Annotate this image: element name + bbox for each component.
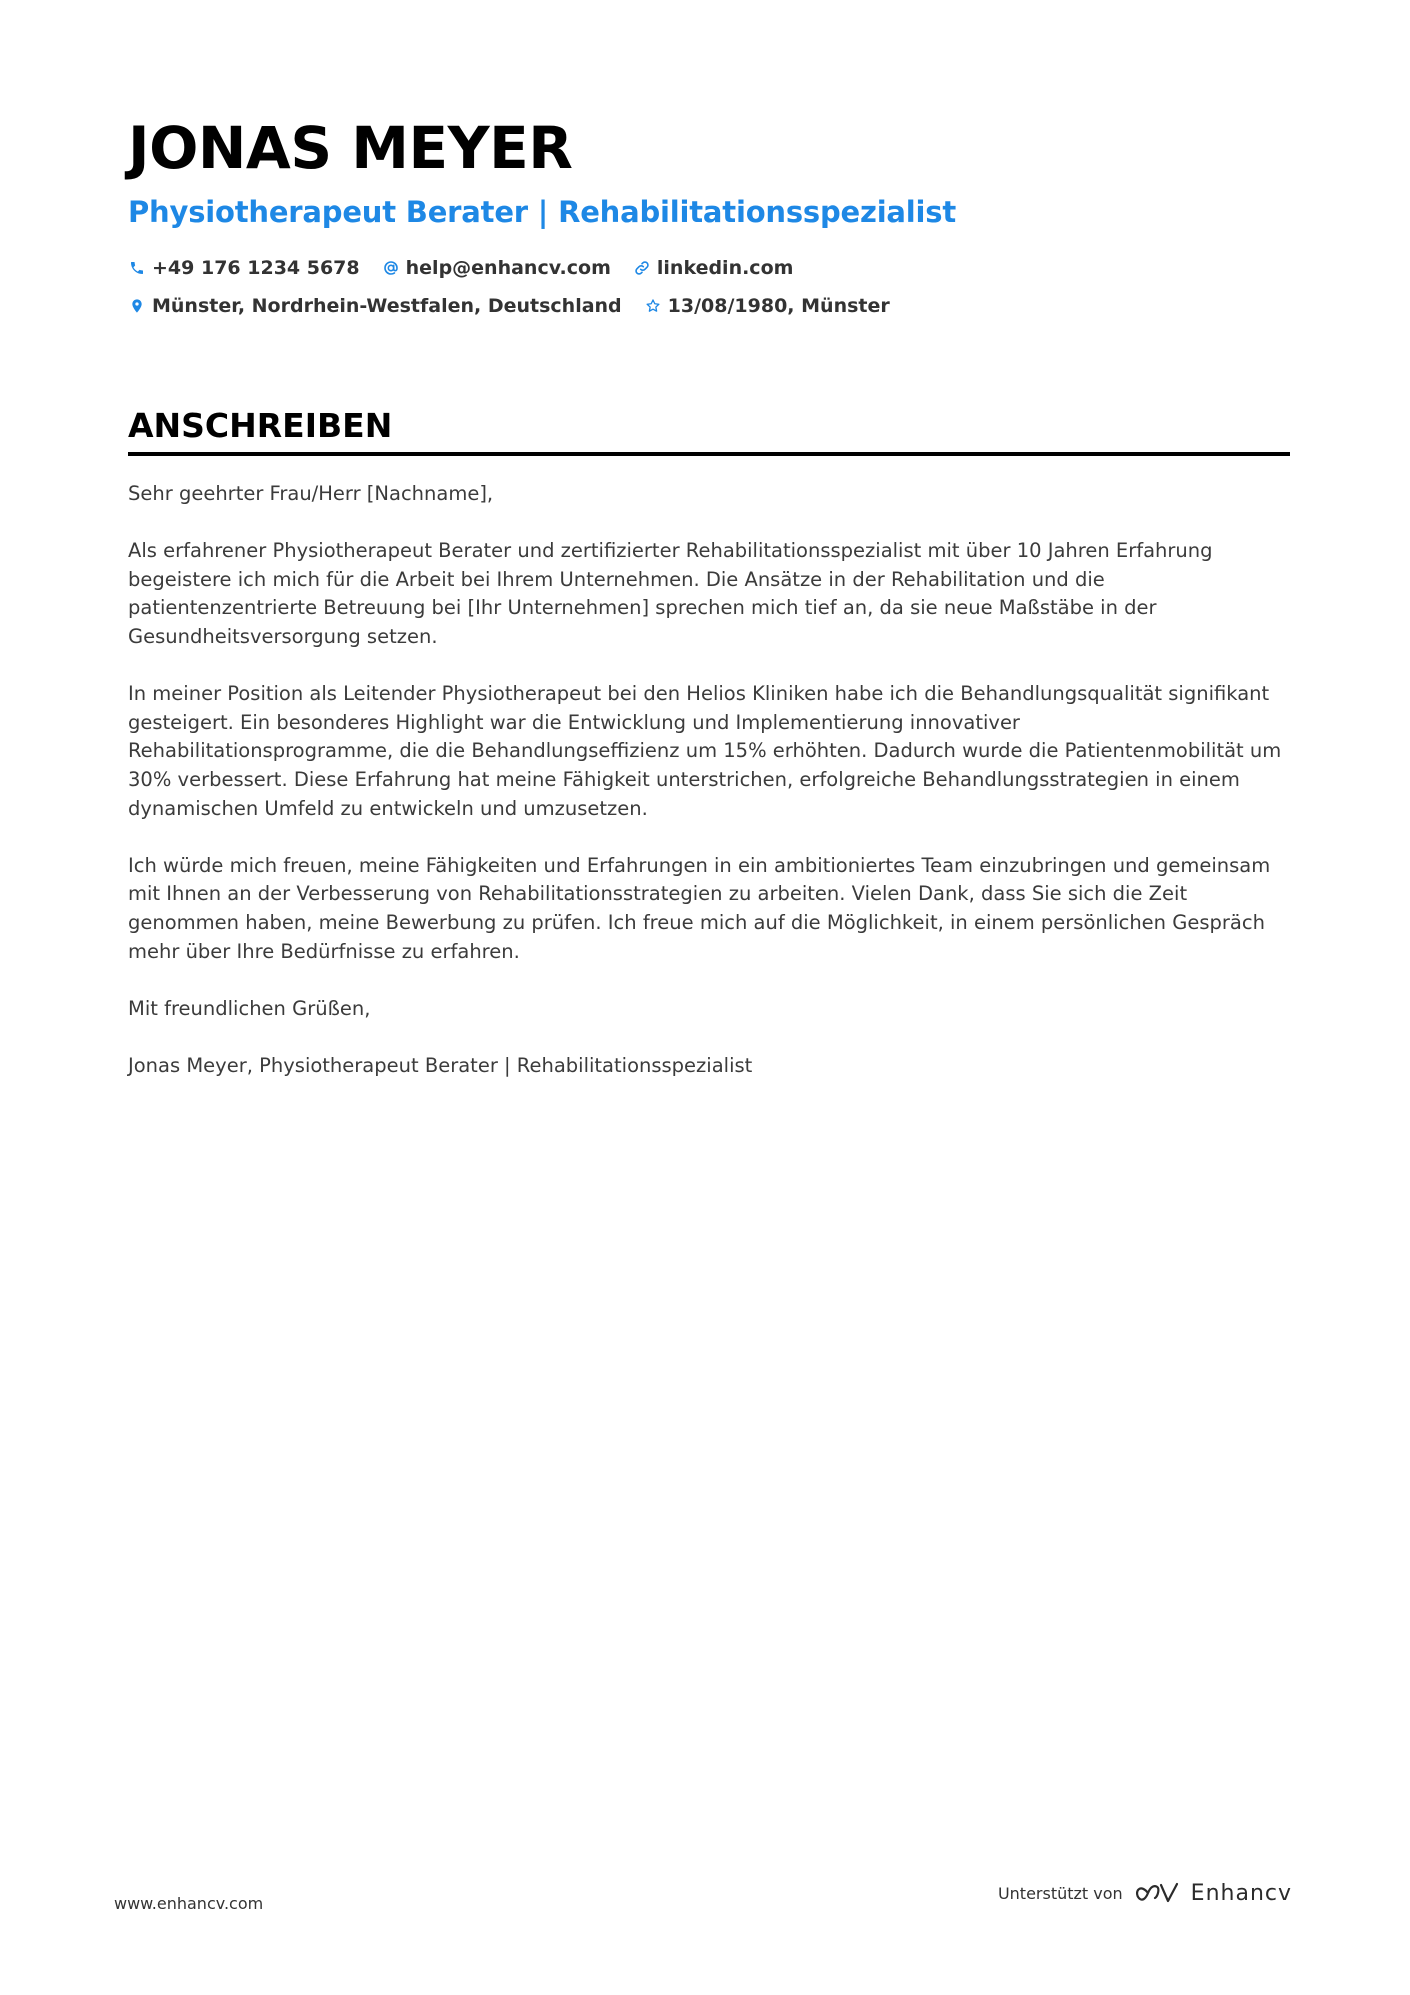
contact-phone[interactable] xyxy=(128,254,360,282)
link-icon xyxy=(633,259,651,277)
letter-signature: Jonas Meyer, Physiotherapeut Berater | Rehabilitationsspezialist xyxy=(128,1053,753,1077)
letter-paragraph: Ich würde mich freuen, meine Fähigkeiten und Erfahrungen in ein ambitioniertes Team einzubringen und gemeinsam mit Ihnen an der Verbesserung von Rehabilitationsstrategien zu arbeiten. Vielen Dank, dass Sie sich die Zeit genommen haben, meine Bewerbung zu prüfen. Ich freue mich auf die Möglichkeit, in einem persönlichen Gespräch mehr über Ihre Bedürfnisse zu erfahren. xyxy=(128,853,1271,963)
candidate-title: Physiotherapeut Berater | Rehabilitationsspezialist xyxy=(128,195,957,229)
contact-location-text: Münster, Nordrhein-Westfalen, Deutschland xyxy=(152,295,622,317)
contact-email[interactable] xyxy=(382,254,611,282)
contact-birth xyxy=(644,292,890,320)
powered-by-label: Unterstützt von xyxy=(997,1883,1123,1903)
candidate-name: JONAS MEYER xyxy=(128,114,573,182)
cover-letter-section xyxy=(128,402,1290,1109)
letter-closing: Mit freundlichen Grüßen, xyxy=(128,996,371,1020)
contact-linkedin-text: linkedin.com xyxy=(656,257,794,279)
enhancv-logo-icon xyxy=(1135,1880,1181,1906)
star-icon xyxy=(644,297,662,315)
letter-paragraph: In meiner Position als Leitender Physiotherapeut bei den Helios Kliniken habe ich die Behandlungsqualität signifikant gesteigert. Ein besonderes Highlight war die Entwicklung und Implementierung innovativer Rehabilitationsprogramme, die die Behandlungseffizienz um 15% erhöhten. Dadurch wurde die Patientenmobilität um 30% verbessert. Diese Erfahrung hat meine Fähigkeit unterstrichen, erfolgreiche Behandlungsstrategien in einem dynamischen Umfeld zu entwickeln und umzusetzen. xyxy=(128,682,1282,820)
letter-paragraph: Als erfahrener Physiotherapeut Berater und zertifizierter Rehabilitationsspezialist mit über 10 Jahren Erfahrung begeistere ich mich für die Arbeit bei Ihrem Unternehmen. Die Ansätze in der Rehabilitation und die patientenzentrierte Betreuung bei [Ihr Unternehmen] sprechen mich tief an, da sie neue Maßstäbe in der Gesundheitsversorgung setzen. xyxy=(128,539,1213,648)
footer-branding xyxy=(998,1880,1292,1906)
enhancv-brand-name: Enhancv xyxy=(1190,1880,1292,1906)
contact-email-text: help@enhancv.com xyxy=(405,257,611,279)
location-pin-icon xyxy=(128,297,146,315)
contact-birth-text: 13/08/1980, Münster xyxy=(667,295,890,317)
footer-website[interactable]: www.enhancv.com xyxy=(114,1894,264,1913)
contact-location xyxy=(128,292,622,320)
letter-body xyxy=(128,480,1290,1080)
contact-list xyxy=(128,254,1288,320)
header xyxy=(128,108,1288,320)
at-icon xyxy=(382,259,400,277)
contact-linkedin[interactable] xyxy=(633,254,794,282)
section-divider xyxy=(128,452,1290,456)
contact-phone-text: +49 176 1234 5678 xyxy=(152,257,360,279)
letter-salutation: Sehr geehrter Frau/Herr [Nachname], xyxy=(128,482,494,505)
section-title: ANSCHREIBEN xyxy=(128,406,393,445)
phone-icon xyxy=(128,259,146,277)
